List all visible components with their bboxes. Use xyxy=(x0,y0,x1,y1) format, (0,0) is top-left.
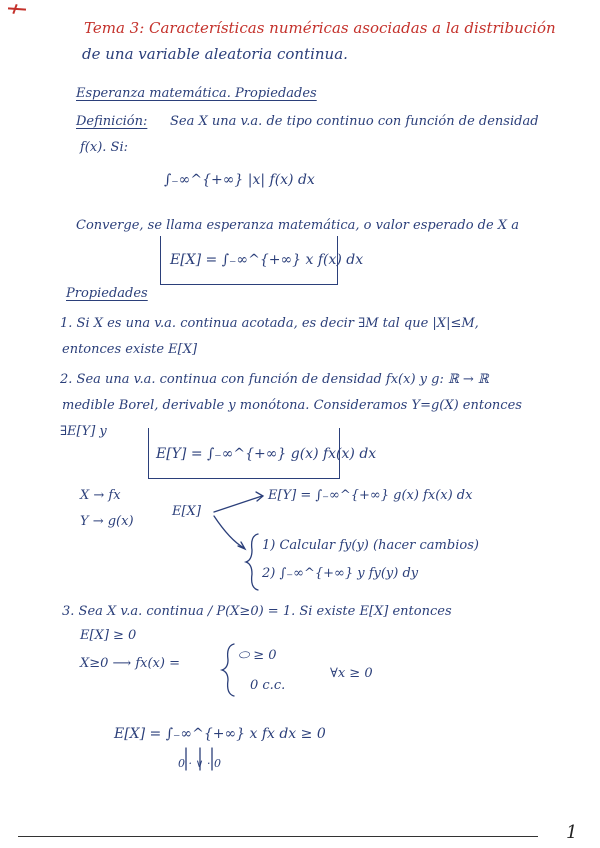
transform-formula: E[Y] = ∫₋∞^{+∞} g(x) fx(x) dx xyxy=(156,446,377,462)
property-1-line-1: 1. Si X es una v.a. continua acotada, es decir ∃M tal que |X|≤M, xyxy=(60,316,479,331)
for-all-condition: ∀x ≥ 0 xyxy=(330,666,373,681)
property-2-line-2: medible Borel, derivable y monótona. Consideramos Y=g(X) entonces xyxy=(62,398,522,413)
title-line-1: Tema 3: Características numéricas asociadas a la distribución xyxy=(84,19,556,37)
expectation-formula: E[X] = ∫₋∞^{+∞} x f(x) dx xyxy=(170,252,364,268)
property-1-line-2: entonces existe E[X] xyxy=(62,342,198,357)
branch-step-1: 1) Calcular fy(y) (hacer cambios) xyxy=(262,538,479,553)
sign-annotation: 0 · ∨ · 0 xyxy=(178,757,222,770)
page-bottom-rule xyxy=(18,836,538,837)
definition-line-2: f(x). Si: xyxy=(80,140,128,155)
definition-condition: ∫₋∞^{+∞} |x| f(x) dx xyxy=(164,172,315,188)
arrow-to-steps xyxy=(214,516,244,548)
steps-brace xyxy=(246,534,258,590)
ex-node: E[X] xyxy=(172,504,201,519)
section-heading: Esperanza matemática. Propiedades xyxy=(76,86,317,101)
property-2-line-1: 2. Sea una v.a. continua con función de densidad fx(x) y g: ℝ → ℝ xyxy=(60,372,489,387)
property-2-line-3: ∃E[Y] y xyxy=(60,424,107,439)
title-line-2: de una variable aleatoria continua. xyxy=(82,45,348,63)
property-3-line-3: X≥0 ⟶ fx(x) = xyxy=(80,656,180,671)
branch-direct: E[Y] = ∫₋∞^{+∞} g(x) fx(x) dx xyxy=(268,488,473,503)
mapping-x: X → fx xyxy=(80,488,121,503)
property-3-line-2: E[X] ≥ 0 xyxy=(80,628,137,643)
definition-label: Definición: xyxy=(76,114,148,129)
property-3-line-1: 3. Sea X v.a. continua / P(X≥0) = 1. Si existe E[X] entonces xyxy=(62,604,452,619)
piecewise-brace xyxy=(222,644,234,696)
definition-line-1: Sea X una v.a. de tipo continuo con función de densidad xyxy=(170,114,539,129)
mapping-y: Y → g(x) xyxy=(80,514,134,529)
page-number: 1 xyxy=(566,822,578,843)
branch-step-2: 2) ∫₋∞^{+∞} y fy(y) dy xyxy=(262,566,419,581)
properties-heading: Propiedades xyxy=(66,286,148,301)
nonnegative-expectation-formula: E[X] = ∫₋∞^{+∞} x fx dx ≥ 0 xyxy=(114,726,326,742)
piecewise-case-1: ⬭ ≥ 0 xyxy=(238,648,277,663)
piecewise-case-2: 0 c.c. xyxy=(250,678,286,693)
definition-line-3: Converge, se llama esperanza matemática, o valor esperado de X a xyxy=(76,218,519,233)
arrow-to-direct xyxy=(214,496,262,512)
